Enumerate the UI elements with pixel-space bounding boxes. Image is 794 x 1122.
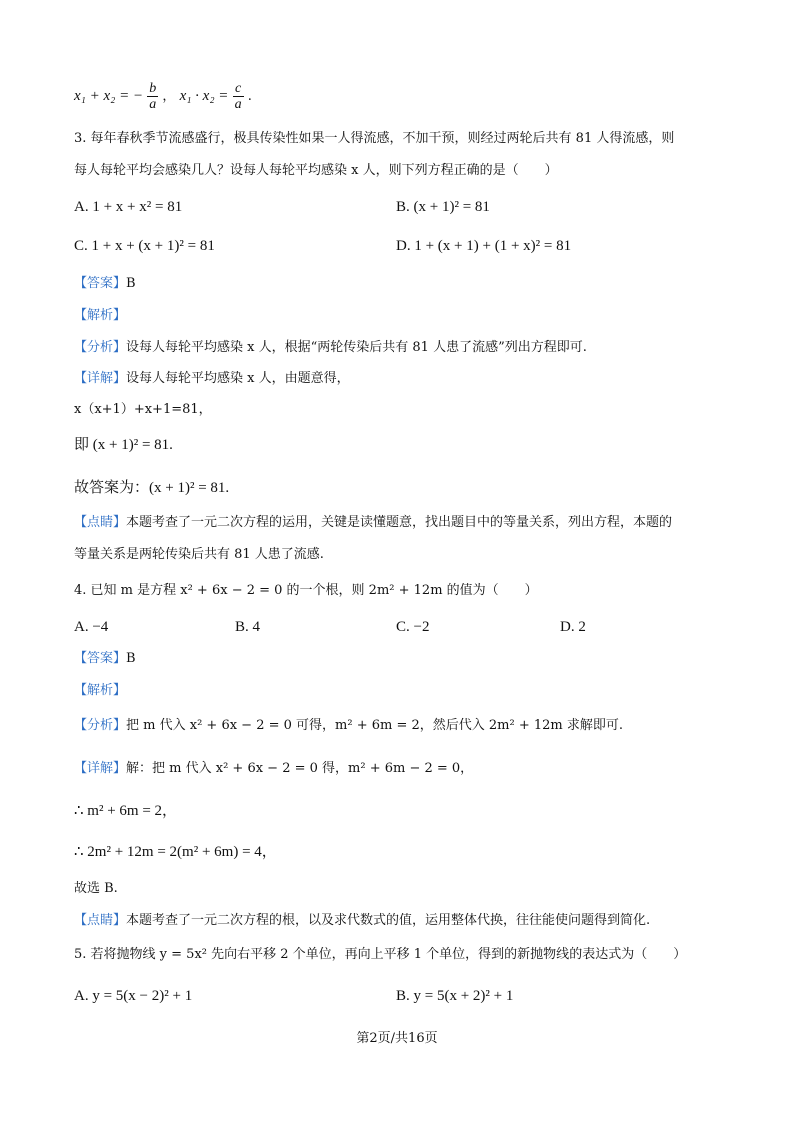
q4-option-a: A. −4 [74,619,109,635]
separator: ， [162,89,176,104]
q3-equation-1: x（x+1）+x+1=81， [74,402,212,417]
q3-answer [74,275,136,293]
q3-option-a: A. 1 + x + x² = 81 [74,199,183,215]
q4-step-2: ∴ 2m² + 12m = 2(m² + 6m) = 4， [74,844,277,860]
fenxi-tag: 【分析】 [74,340,127,355]
answer-value: B [126,651,136,666]
answer-value: B [126,276,136,291]
fenxi-text: 设每人每轮平均感染 x 人，根据“两轮传染后共有 81 人患了流感”列出方程即可. [126,340,587,355]
q4-answer [74,650,136,668]
prod-left: x₁ · x₂ = [179,88,229,104]
fenxi-tag: 【分析】 [74,718,127,733]
q3-option-b: B. (x + 1)² = 81 [396,199,490,215]
q4-option-d: D. 2 [560,619,586,635]
q3-analysis-tag: 【解析】 [74,308,127,323]
xiangjie-text: 设每人每轮平均感染 x 人，由题意得， [126,371,350,386]
answer-tag: 【答案】 [74,276,127,291]
q3-option-c: C. 1 + x + (x + 1)² = 81 [74,238,215,254]
q3-dianjing [74,514,672,532]
q4-option-b: B. 4 [235,619,261,635]
q4-option-c: C. −2 [396,619,430,635]
fraction-c-over-a: $\frac{c}{a}$ [234,81,242,112]
q5-option-a: A. y = 5(x − 2)² + 1 [74,988,193,1004]
dianjing-text: 本题考查了一元二次方程的根，以及求代数式的值，运用整体代换，往往能使问题得到简化. [126,913,651,928]
q4-stem: 4. 已知 m 是方程 x² + 6x − 2 = 0 的一个根，则 2m² + 12m 的值为（ ） [74,583,538,598]
q3-fenxi [74,339,587,357]
q4-dianjing [74,912,650,930]
fenxi-text: 把 m 代入 x² + 6x − 2 = 0 可得，m² + 6m = 2，然后代入 2m² + 12m 求解即可. [126,718,623,733]
xiangjie-tag: 【详解】 [74,371,127,386]
page-number: 第2页/共16页 [356,1031,438,1046]
q3-equation-3: 故答案为：(x + 1)² = 81. [74,480,230,496]
dianjing-tag: 【点睛】 [74,913,127,928]
answer-tag: 【答案】 [74,651,127,666]
q5-option-b: B. y = 5(x + 2)² + 1 [396,988,514,1004]
xiangjie-text: 解：把 m 代入 x² + 6x − 2 = 0 得，m² + 6m − 2 = 0， [126,761,474,776]
fraction-b-over-a: $\frac{b}{a}$ [149,81,157,112]
q3-dianjing-line2: 等量关系是两轮传染后共有 81 人患了流感. [74,547,324,562]
q4-step-3: 故选 B. [74,881,118,896]
q3-xiangjie [74,370,350,388]
q4-step-1: ∴ m² + 6m = 2， [74,803,178,819]
sum-left: x₁ + x₂ = − [74,88,144,104]
period: . [247,89,252,104]
q4-xiangjie [74,760,473,778]
xiangjie-tag: 【详解】 [74,761,127,776]
q4-fenxi [74,717,623,735]
dianjing-tag: 【点睛】 [74,515,127,530]
q3-option-d: D. 1 + (x + 1) + (1 + x)² = 81 [396,238,572,254]
vieta-formula [74,78,252,114]
q5-stem: 5. 若将抛物线 y = 5x² 先向右平移 2 个单位，再向上平移 1 个单位，得到的新抛物线的表达式为（ ） [74,947,687,962]
q4-analysis-tag: 【解析】 [74,683,127,698]
q3-stem-line1: 3. 每年春秋季节流感盛行，极具传染性如果一人得流感，不加干预，则经过两轮后共有 81 人得流感，则 [74,131,675,146]
dianjing-text: 本题考查了一元二次方程的运用，关键是读懂题意，找出题目中的等量关系，列出方程，本题的 [126,515,673,530]
q3-stem-line2: 每人每轮平均会感染几人？设每人每轮平均感染 x 人，则下列方程正确的是（ ） [74,163,558,178]
q3-equation-2: 即 (x + 1)² = 81. [74,437,173,453]
